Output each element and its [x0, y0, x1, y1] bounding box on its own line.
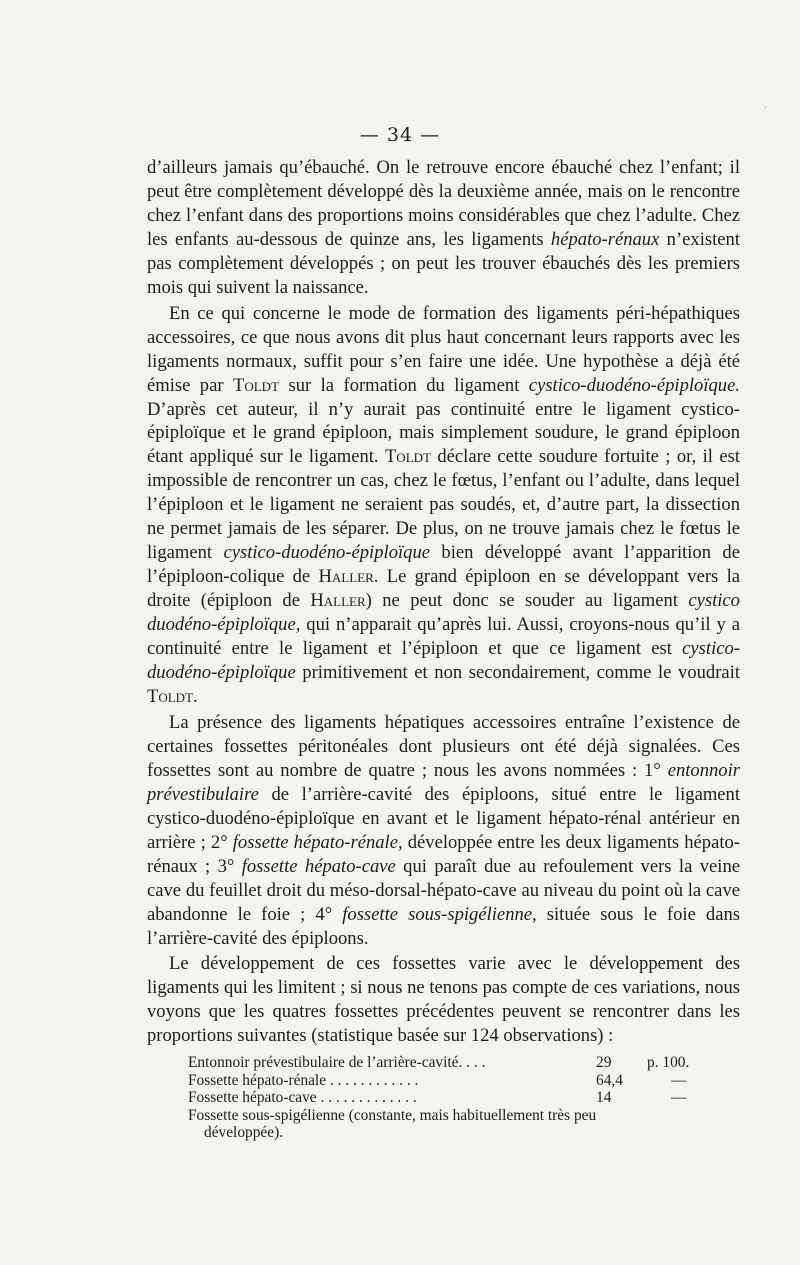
stat-value: 29: [596, 1054, 612, 1071]
stat-value: 64,4: [596, 1071, 623, 1089]
text-run: développée entre les deux ligaments hépato-rénaux ; 3°: [147, 831, 741, 877]
italic-term: cystico-duodéno-épiploïque.: [528, 374, 740, 396]
author-name: Toldt: [147, 685, 194, 707]
text-run: sur la formation du ligament: [279, 374, 529, 396]
text-run: n’existent pas complètement développés ; on peut les trouver ébauchés dès les premiers mois qui suivent la naissance.: [147, 228, 740, 298]
italic-term: hépato-rénaux: [550, 228, 660, 250]
stat-unit: p. 100.: [647, 1054, 690, 1071]
italic-term: entonnoir prévestibulaire: [147, 759, 740, 805]
margin-mark: ·: [764, 103, 768, 114]
italic-term: fossette sous-spigélienne,: [342, 903, 537, 925]
statistics-table: [188, 1054, 708, 1142]
stat-unit: —: [671, 1089, 687, 1106]
italic-term: cystico-duodéno-épiploïque: [147, 638, 740, 684]
author-name: Toldt: [233, 374, 280, 396]
text-run: qui paraît due au refoulement vers la veine cave du feuillet droit du méso-dorsal-hépato-cave au niveau du point où la cave abandonne le foie ; 4°: [147, 855, 740, 925]
text-run: En ce qui concerne le mode de formation des ligaments péri-hépathiques accessoires, ce que nous avons dit plus haut concernant leurs rapports avec les ligaments normaux, suffit pour s’en faire une idée. Une hypothèse a déjà été émise par: [147, 302, 740, 396]
text-run: ) ne peut donc se souder au ligament: [365, 590, 689, 612]
text-run: . Le grand épiploon en se développant vers la droite (épiploon de: [147, 566, 740, 612]
stat-row: [188, 1072, 708, 1090]
text-run: .: [193, 685, 198, 707]
text-run: bien développé avant l’apparition de l’épiploon-colique de: [147, 542, 740, 588]
text-run: La présence des ligaments hépatiques accessoires entraîne l’existence de certaines fossettes péritonéales dont plusieurs ont été déjà signalées. Ces fossettes sont au nombre de quatre ; nous les avons nommées : 1°: [147, 711, 740, 781]
text-run: déclare cette soudure fortuite ; or, il est impossible de rencontrer un cas, chez le fœtus, l’enfant ou l’adulte, dans lequel l’épiploon et le ligament ne seraient pas soudés, et, d’autre part, la dissection ne permet jamais de les séparer. De plus, on ne trouve jamais chez le fœtus le ligament: [147, 446, 740, 564]
stat-value: 14: [596, 1089, 612, 1106]
body-text: [147, 156, 740, 1048]
stat-row: [188, 1089, 708, 1107]
stat-row: [188, 1107, 708, 1142]
text-run: primitivement et non secondairement, comme le voudrait: [295, 662, 740, 684]
page-number: — 34 —: [359, 124, 441, 146]
text-run: située sous le foie dans l’arrière-cavité des épiploons.: [147, 903, 740, 949]
italic-term: fossette hépato-rénale,: [232, 831, 403, 853]
stat-label: Fossette hépato-cave . . . . . . . . . . . . .: [188, 1089, 417, 1106]
italic-term: cystico-duodéno-épiploïque: [223, 542, 430, 564]
text-run: D’après cet auteur, il n’y aurait pas continuité entre le ligament cystico-épiploïque et le grand épiploon, mais simplement soudure, le grand épiploon étant appliqué sur le ligament.: [147, 398, 740, 468]
text-run: Le développement de ces fossettes varie avec le développement des ligaments qui les limitent ; si nous ne tenons pas compte de ces variations, nous voyons que les quatres fossettes précédentes peuvent se rencontrer dans les proportions suivantes (statistique basée sur 124 observations) :: [147, 953, 740, 1047]
paragraph: [147, 711, 740, 951]
text-run: qui n’apparait qu’après lui. Aussi, croyons-nous qu’il y a continuité entre le ligament et l’épiploon et que ce ligament est: [147, 614, 740, 660]
italic-term: fossette hépato-cave: [241, 855, 396, 877]
stat-row: [188, 1054, 708, 1072]
paragraph: [147, 156, 740, 300]
stat-label-continued: développée).: [204, 1124, 284, 1141]
stat-label: Entonnoir prévestibulaire de l’arrière-cavité. . . .: [188, 1054, 486, 1071]
stat-label: Fossette sous-spigélienne (constante, mais habituellement très peu: [188, 1106, 597, 1124]
text-run: d’ailleurs jamais qu’ébauché. On le retrouve encore ébauché chez l’enfant; il peut être complètement développé dès la deuxième année, mais on le rencontre chez l’enfant dans des proportions moins considérables que chez l’adulte. Chez les enfants au-dessous de quinze ans, les ligaments: [147, 157, 740, 250]
paragraph: [147, 952, 740, 1048]
paragraph: [147, 302, 740, 709]
stat-label: Fossette hépato-rénale . . . . . . . . . . . .: [188, 1071, 419, 1089]
stat-unit: —: [671, 1071, 687, 1089]
author-name: Haller: [318, 566, 374, 588]
author-name: Haller: [310, 590, 366, 612]
italic-term: cystico duodéno-épiploïque,: [147, 590, 740, 636]
author-name: Toldt: [384, 446, 431, 468]
text-run: de l’arrière-cavité des épiploons, situé entre le ligament cystico-duodéno-épiploïque en avant et le ligament hépato-rénal antérieur en arrière ; 2°: [147, 783, 740, 853]
